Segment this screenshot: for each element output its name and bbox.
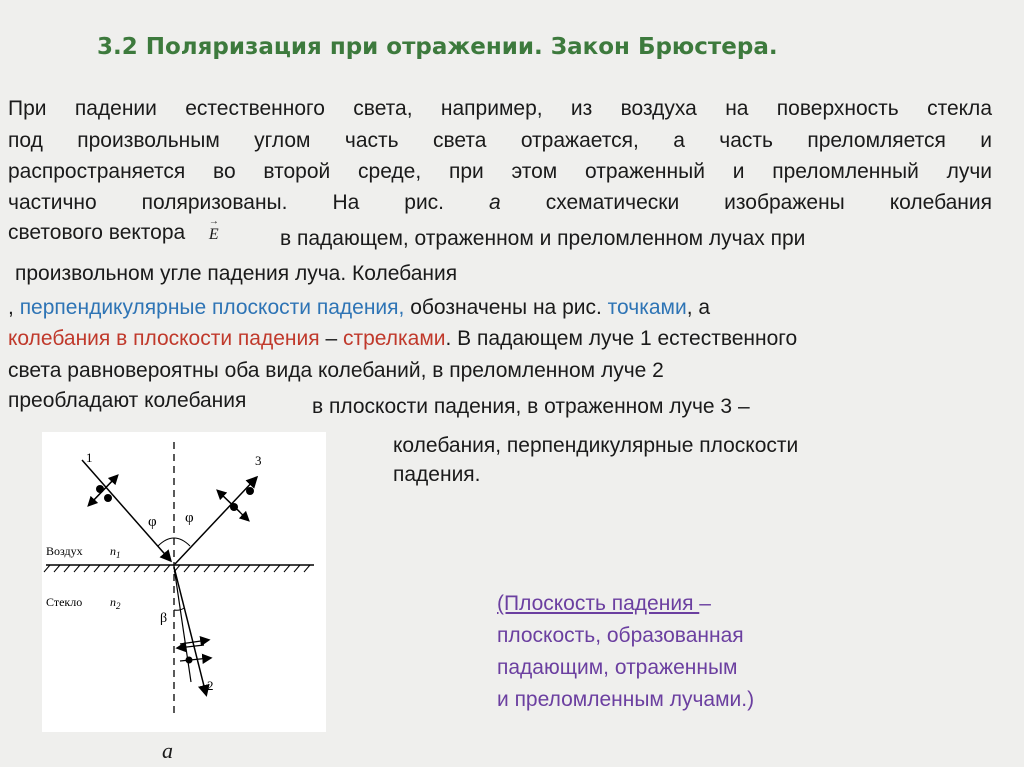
paragraph-line: При падении естественного света, например, из воздуха на поверхность стекла — [8, 97, 992, 120]
paragraph-line: колебания, перпендикулярные плоскости — [393, 434, 799, 457]
text-span: – — [325, 327, 338, 350]
highlight-dots: точками — [607, 296, 687, 319]
figure-letter: а — [489, 191, 501, 214]
page-title: 3.2 Поляризация при отражении. Закон Брюстера. — [97, 34, 778, 60]
text-span: обозначены на рис. — [410, 296, 602, 319]
refracted-dot — [186, 657, 193, 664]
incident-ray — [82, 460, 170, 560]
paragraph-line: света равновероятны оба вида колебаний, в преломленном луче 2 — [8, 359, 664, 382]
note-line: плоскость, образованная — [497, 624, 744, 647]
paragraph-line: в плоскости падения, в отраженном луче 3 – — [312, 395, 750, 418]
refraction-angle-arc — [174, 608, 184, 610]
paragraph-line: преобладают колебания — [8, 389, 247, 412]
refracted-vibration-arrow — [178, 645, 204, 648]
air-index-label: $n_1$ — [110, 544, 121, 560]
figure-caption: а — [162, 738, 173, 763]
note-line: и преломленным лучами.) — [497, 688, 755, 711]
highlight-arrows: стрелками — [342, 327, 446, 350]
incident-dot — [96, 485, 104, 493]
reflected-dot — [246, 487, 254, 495]
paragraph-line: под произвольным углом часть света отражается, а часть преломляется и — [8, 129, 992, 152]
text-span: частично поляризованы. На рис. — [8, 191, 445, 214]
note-dash: – — [699, 592, 711, 615]
reflected-dot — [230, 503, 238, 511]
paragraph-line: произвольном угле падения луча. Колебания — [15, 262, 458, 285]
glass-label: Стекло — [46, 595, 83, 609]
paragraph-line: в падающем, отраженном и преломленном лучах при — [280, 227, 806, 250]
air-label: Воздух — [46, 544, 83, 558]
definition-note — [497, 588, 754, 716]
text-span: схематически изображены колебания — [545, 191, 992, 214]
highlight-perpendicular: перпендикулярные плоскости падения, — [19, 296, 405, 319]
vector-e-symbol: → E — [209, 226, 219, 243]
highlight-in-plane: колебания в плоскости падения — [8, 327, 320, 350]
glass-index-label: $n_2$ — [110, 595, 121, 611]
incidence-angle-arc — [158, 538, 174, 546]
text-span: , а — [686, 296, 711, 319]
paragraph-line — [8, 296, 710, 320]
text-span: светового вектора — [8, 221, 186, 244]
paragraph-line: падения. — [393, 463, 481, 486]
refracted-vibration-arrow — [180, 658, 210, 661]
reflection-angle-arc — [174, 538, 190, 546]
ray-3-label: 3 — [255, 453, 262, 468]
text-span: , — [8, 296, 14, 319]
reflection-angle-label: φ — [185, 510, 194, 526]
incidence-angle-label: φ — [148, 514, 157, 530]
text-span: . В падающем луче 1 естественного — [445, 327, 798, 350]
ray-1-label: 1 — [86, 450, 93, 465]
interface-hatching — [44, 565, 310, 572]
refraction-angle-label: β — [160, 611, 168, 626]
note-line — [497, 588, 754, 620]
paragraph-line: распространяется во второй среде, при этом отраженный и преломленный лучи — [8, 160, 992, 183]
brewster-diagram — [42, 432, 326, 732]
paragraph-line — [8, 327, 797, 351]
paragraph-line — [8, 221, 219, 245]
paragraph-line — [8, 187, 992, 219]
note-line: падающим, отраженным — [497, 656, 738, 679]
ray-2-label: 2 — [207, 678, 214, 693]
note-term: (Плоскость падения — [497, 592, 700, 615]
incident-dot — [104, 494, 112, 502]
